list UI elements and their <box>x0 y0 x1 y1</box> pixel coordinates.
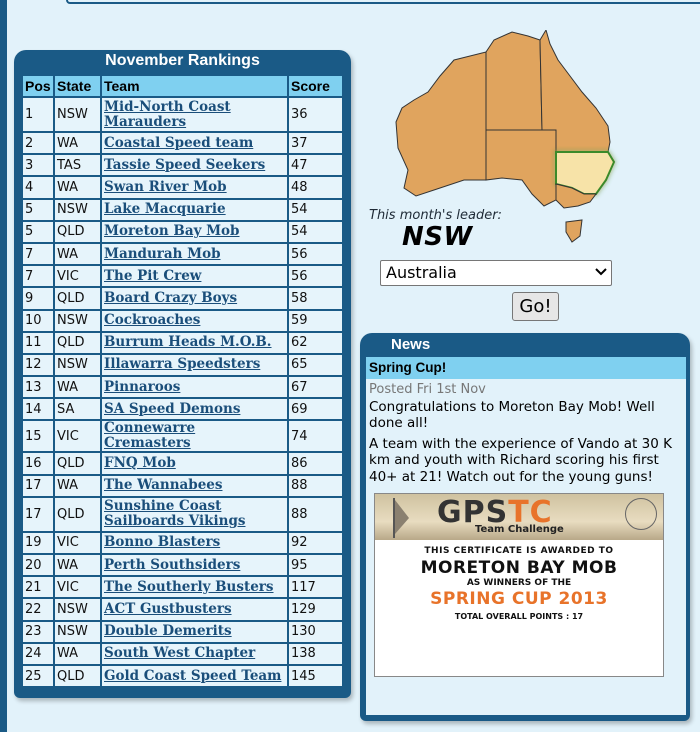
certificate-line2: AS WINNERS OF THE <box>466 578 572 588</box>
news-date: Posted Fri 1st Nov <box>369 382 486 397</box>
ranking-row <box>23 311 342 331</box>
ranking-score: 117 <box>289 577 342 597</box>
ranking-state: VIC <box>55 266 100 286</box>
ranking-team-link[interactable]: Mandurah Mob <box>102 244 287 264</box>
ranking-row <box>23 133 342 153</box>
map-state-tas <box>566 220 582 242</box>
ranking-pos: 22 <box>23 599 53 619</box>
header-state: State <box>55 76 100 96</box>
ranking-pos: 19 <box>23 533 53 553</box>
ranking-state: WA <box>55 644 100 664</box>
ranking-team-link[interactable]: Sunshine Coast Sailboards Vikings <box>102 498 287 531</box>
news-title: News <box>391 336 431 353</box>
ranking-state: WA <box>55 177 100 197</box>
leader-label: This month's leader: <box>369 208 502 223</box>
news-paragraph: A team with the experience of Vando at 30 K km and youth with Richard scoring his first 40+ at 21! Watch out for the young guns! <box>369 435 672 485</box>
ranking-row <box>23 644 342 664</box>
ranking-pos: 4 <box>23 177 53 197</box>
ranking-state: QLD <box>55 288 100 308</box>
ranking-state: SA <box>55 399 100 419</box>
certificate-cup: SPRING CUP 2013 <box>430 589 608 609</box>
ranking-state: QLD <box>55 666 100 686</box>
ranking-team-link[interactable]: Coastal Speed team <box>102 133 287 153</box>
ranking-pos: 7 <box>23 244 53 264</box>
header-team: Team <box>102 76 287 96</box>
ranking-pos: 11 <box>23 333 53 353</box>
ranking-pos: 24 <box>23 644 53 664</box>
ranking-state: NSW <box>55 599 100 619</box>
ranking-team-link[interactable]: The Southerly Busters <box>102 577 287 597</box>
ranking-row <box>23 666 342 686</box>
ranking-state: WA <box>55 133 100 153</box>
ranking-state: VIC <box>55 533 100 553</box>
ranking-score: 88 <box>289 476 342 496</box>
ranking-row <box>23 533 342 553</box>
certificate-image <box>374 493 664 677</box>
ranking-team-link[interactable]: Gold Coast Speed Team <box>102 666 287 686</box>
news-headline[interactable]: Spring Cup! <box>366 357 686 379</box>
seal-icon <box>625 498 657 530</box>
news-paragraph: Congratulations to Moreton Bay Mob! Well done all! <box>369 398 655 431</box>
ranking-score: 54 <box>289 200 342 220</box>
ranking-row <box>23 476 342 496</box>
ranking-score: 58 <box>289 288 342 308</box>
map-state-nt <box>486 32 542 130</box>
ranking-pos: 20 <box>23 555 53 575</box>
ranking-team-link[interactable]: Lake Macquarie <box>102 200 287 220</box>
ranking-team-link[interactable]: Illawarra Speedsters <box>102 355 287 375</box>
leader-value: NSW <box>402 222 473 252</box>
ranking-state: NSW <box>55 311 100 331</box>
ranking-state: WA <box>55 555 100 575</box>
map-state-sa <box>486 130 556 206</box>
ranking-score: 62 <box>289 333 342 353</box>
ranking-team-link[interactable]: Mid-North Coast Marauders <box>102 98 287 131</box>
ranking-team-link[interactable]: The Wannabees <box>102 476 287 496</box>
ranking-score: 37 <box>289 133 342 153</box>
ranking-team-link[interactable]: Double Demerits <box>102 622 287 642</box>
ranking-pos: 9 <box>23 288 53 308</box>
ranking-pos: 15 <box>23 421 53 451</box>
ranking-row <box>23 355 342 375</box>
ranking-score: 92 <box>289 533 342 553</box>
ranking-pos: 16 <box>23 453 53 473</box>
ranking-row <box>23 399 342 419</box>
ranking-team-link[interactable]: Connewarre Cremasters <box>102 421 287 451</box>
ranking-state: QLD <box>55 222 100 242</box>
ranking-pos: 2 <box>23 133 53 153</box>
ranking-row <box>23 98 342 131</box>
ranking-score: 65 <box>289 355 342 375</box>
ranking-state: QLD <box>55 453 100 473</box>
rankings-panel <box>14 50 351 698</box>
rankings-table <box>21 74 344 688</box>
ranking-team-link[interactable]: Pinnaroos <box>102 377 287 397</box>
go-button[interactable]: Go! <box>512 292 559 321</box>
ranking-row <box>23 244 342 264</box>
ranking-team-link[interactable]: Moreton Bay Mob <box>102 222 287 242</box>
ranking-pos: 7 <box>23 266 53 286</box>
ranking-team-link[interactable]: South West Chapter <box>102 644 287 664</box>
ranking-state: WA <box>55 244 100 264</box>
ranking-pos: 14 <box>23 399 53 419</box>
left-rail <box>0 0 7 732</box>
ranking-pos: 13 <box>23 377 53 397</box>
ranking-score: 145 <box>289 666 342 686</box>
ranking-state: VIC <box>55 421 100 451</box>
certificate-banner <box>375 494 663 540</box>
ranking-pos: 25 <box>23 666 53 686</box>
ranking-team-link[interactable]: ACT Gustbusters <box>102 599 287 619</box>
ranking-row <box>23 155 342 175</box>
ranking-pos: 23 <box>23 622 53 642</box>
news-panel <box>360 333 690 721</box>
ranking-team-link[interactable]: FNQ Mob <box>102 453 287 473</box>
ranking-row <box>23 622 342 642</box>
certificate-logo: GPSTC <box>437 495 553 530</box>
ranking-score: 130 <box>289 622 342 642</box>
ranking-row <box>23 266 342 286</box>
certificate-line1: THIS CERTIFICATE IS AWARDED TO <box>424 546 614 556</box>
certificate-logo-sub: Team Challenge <box>475 524 564 535</box>
ranking-team-link[interactable]: Swan River Mob <box>102 177 287 197</box>
ranking-team-link[interactable]: Tassie Speed Seekers <box>102 155 287 175</box>
ranking-pos: 10 <box>23 311 53 331</box>
rankings-header-row <box>23 76 342 96</box>
ranking-team-link[interactable]: The Pit Crew <box>102 266 287 286</box>
ranking-row <box>23 200 342 220</box>
header-pos: Pos <box>23 76 53 96</box>
ranking-score: 88 <box>289 498 342 531</box>
ranking-state: QLD <box>55 498 100 531</box>
top-frame <box>66 0 700 4</box>
header-score: Score <box>289 76 342 96</box>
news-content <box>366 357 686 715</box>
country-select-value: Australia <box>386 263 457 282</box>
ranking-row <box>23 453 342 473</box>
ranking-team-link[interactable]: SA Speed Demons <box>102 399 287 419</box>
ranking-score: 95 <box>289 555 342 575</box>
ranking-state: WA <box>55 476 100 496</box>
ranking-pos: 3 <box>23 155 53 175</box>
ranking-score: 36 <box>289 98 342 131</box>
ranking-pos: 1 <box>23 98 53 131</box>
ranking-score: 56 <box>289 266 342 286</box>
certificate-points: TOTAL OVERALL POINTS : 17 <box>454 612 584 621</box>
ranking-team-link[interactable]: Cockroaches <box>102 311 287 331</box>
ranking-score: 59 <box>289 311 342 331</box>
ranking-state: QLD <box>55 333 100 353</box>
ranking-state: NSW <box>55 98 100 131</box>
ranking-pos: 12 <box>23 355 53 375</box>
ranking-team-link[interactable]: Bonno Blasters <box>102 533 287 553</box>
ranking-row <box>23 498 342 531</box>
ranking-team-link[interactable]: Perth Southsiders <box>102 555 287 575</box>
ranking-pos: 21 <box>23 577 53 597</box>
ranking-row <box>23 377 342 397</box>
ranking-state: NSW <box>55 200 100 220</box>
ranking-score: 86 <box>289 453 342 473</box>
rankings-title: November Rankings <box>105 52 260 69</box>
ranking-score: 48 <box>289 177 342 197</box>
ranking-row <box>23 599 342 619</box>
ranking-pos: 17 <box>23 498 53 531</box>
ranking-score: 67 <box>289 377 342 397</box>
ranking-row <box>23 222 342 242</box>
certificate-team: MORETON BAY MOB <box>420 558 618 578</box>
ranking-row <box>23 333 342 353</box>
news-body <box>366 379 686 492</box>
ranking-state: NSW <box>55 622 100 642</box>
ranking-pos: 17 <box>23 476 53 496</box>
ranking-state: TAS <box>55 155 100 175</box>
ranking-row <box>23 288 342 308</box>
ranking-score: 56 <box>289 244 342 264</box>
ranking-pos: 5 <box>23 200 53 220</box>
ranking-row <box>23 421 342 451</box>
ranking-state: NSW <box>55 355 100 375</box>
ranking-row <box>23 577 342 597</box>
rankings-body <box>23 98 342 686</box>
ranking-pos: 5 <box>23 222 53 242</box>
ranking-team-link[interactable]: Burrum Heads M.O.B. <box>102 333 287 353</box>
ranking-score: 47 <box>289 155 342 175</box>
country-select[interactable] <box>380 260 612 286</box>
chevron-down-icon <box>595 263 607 284</box>
ranking-score: 138 <box>289 644 342 664</box>
ranking-score: 54 <box>289 222 342 242</box>
ranking-score: 69 <box>289 399 342 419</box>
ranking-score: 74 <box>289 421 342 451</box>
ranking-row <box>23 177 342 197</box>
ranking-team-link[interactable]: Board Crazy Boys <box>102 288 287 308</box>
ranking-score: 129 <box>289 599 342 619</box>
ranking-row <box>23 555 342 575</box>
ranking-state: WA <box>55 377 100 397</box>
windsurfer-icon <box>393 498 409 538</box>
map-state-wa <box>396 52 486 196</box>
ranking-state: VIC <box>55 577 100 597</box>
